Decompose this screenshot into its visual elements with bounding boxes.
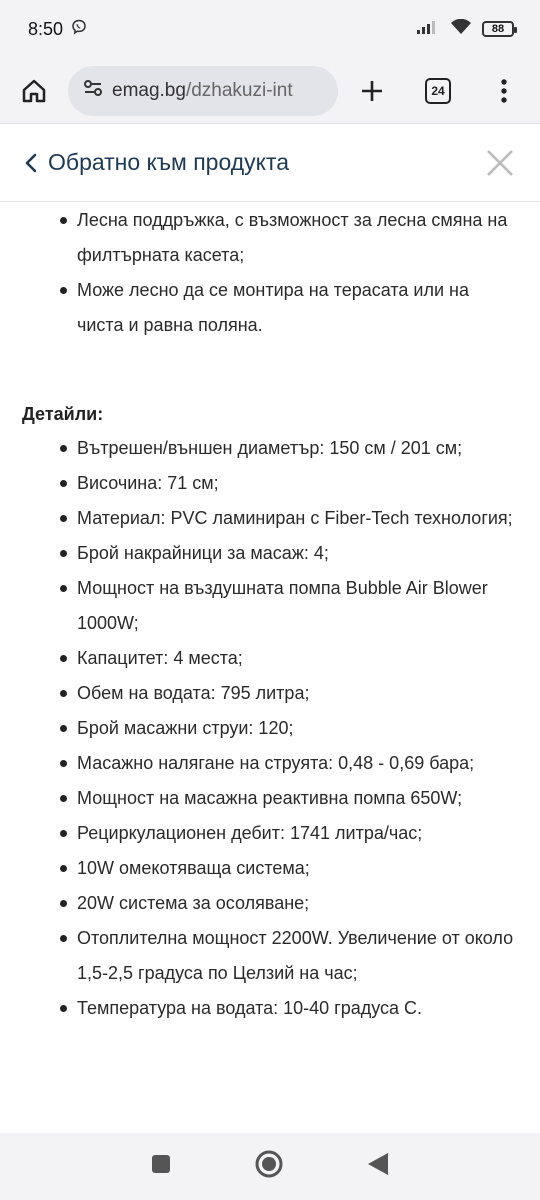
- site-settings-icon[interactable]: [82, 77, 104, 104]
- url-domain: emag.bg: [112, 79, 186, 101]
- wifi-icon: [450, 19, 472, 40]
- battery-icon: 88: [482, 21, 514, 37]
- url-path: /dzhakuzi-int: [185, 79, 293, 101]
- list-item: 10W омекотяваща система;: [77, 851, 518, 886]
- list-item: Мощност на въздушната помпа Bubble Air Blower 1000W;: [77, 571, 518, 641]
- close-button[interactable]: [482, 145, 518, 181]
- back-label: Обратно към продукта: [48, 149, 290, 175]
- home-icon: [20, 77, 48, 105]
- back-to-product-link[interactable]: [24, 149, 289, 176]
- back-nav-button[interactable]: [366, 1151, 390, 1182]
- status-bar: [0, 0, 540, 58]
- list-item: Брой накрайници за масаж: 4;: [77, 536, 518, 571]
- tab-switcher-button[interactable]: [418, 71, 458, 111]
- status-left: [28, 19, 87, 40]
- list-item: Брой масажни струи: 120;: [77, 711, 518, 746]
- list-item: Температура на водата: 10-40 градуса С.: [77, 991, 518, 1026]
- list-item: Лесна поддръжка, с възможност за лесна смяна на филтърната касета;: [77, 203, 518, 273]
- chevron-left-icon: [24, 152, 38, 174]
- list-item: Височина: 71 см;: [77, 466, 518, 501]
- list-item: Може лесно да се монтира на терасата или на чиста и равна поляна.: [77, 273, 518, 343]
- close-icon: [485, 148, 515, 178]
- signal-icon: [416, 19, 440, 40]
- list-item: Вътрешен/външен диаметър: 150 см / 201 см;: [77, 431, 518, 466]
- new-tab-button[interactable]: [352, 71, 392, 111]
- list-item: Рециркулационен дебит: 1741 литра/час;: [77, 816, 518, 851]
- plus-icon: [359, 78, 385, 104]
- viber-icon: [71, 19, 87, 40]
- list-item: Мощност на масажна реактивна помпа 650W;: [77, 781, 518, 816]
- status-right: [416, 19, 514, 40]
- list-item: Материал: PVC ламиниран с Fiber-Tech технология;: [77, 501, 518, 536]
- list-item: Масажно налягане на струята: 0,48 - 0,69 бара;: [77, 746, 518, 781]
- more-vert-icon: [500, 78, 508, 104]
- circle-icon: [254, 1149, 284, 1179]
- description-content: [0, 203, 540, 1133]
- home-button[interactable]: [14, 71, 54, 111]
- list-item: Отоплителна мощност 2200W. Увеличение от около 1,5-2,5 градуса по Целзий на час;: [77, 921, 518, 991]
- browser-toolbar: [0, 58, 540, 124]
- list-item: 20W система за осоляване;: [77, 886, 518, 921]
- triangle-back-icon: [366, 1151, 390, 1177]
- status-time: 8:50: [28, 18, 64, 39]
- panel-header: [0, 124, 540, 202]
- recents-button[interactable]: [150, 1153, 172, 1180]
- system-nav-bar: [0, 1133, 540, 1200]
- list-item: Обем на водата: 795 литра;: [77, 676, 518, 711]
- list-item: Капацитет: 4 места;: [77, 641, 518, 676]
- tabs-count: 24: [425, 78, 451, 104]
- features-list: [22, 203, 518, 343]
- url-text: [112, 80, 293, 102]
- address-bar[interactable]: [68, 66, 338, 116]
- square-icon: [150, 1153, 172, 1175]
- details-title: Детайли:: [22, 404, 104, 424]
- home-nav-button[interactable]: [254, 1149, 284, 1184]
- details-list: [22, 431, 518, 1026]
- menu-button[interactable]: [484, 71, 524, 111]
